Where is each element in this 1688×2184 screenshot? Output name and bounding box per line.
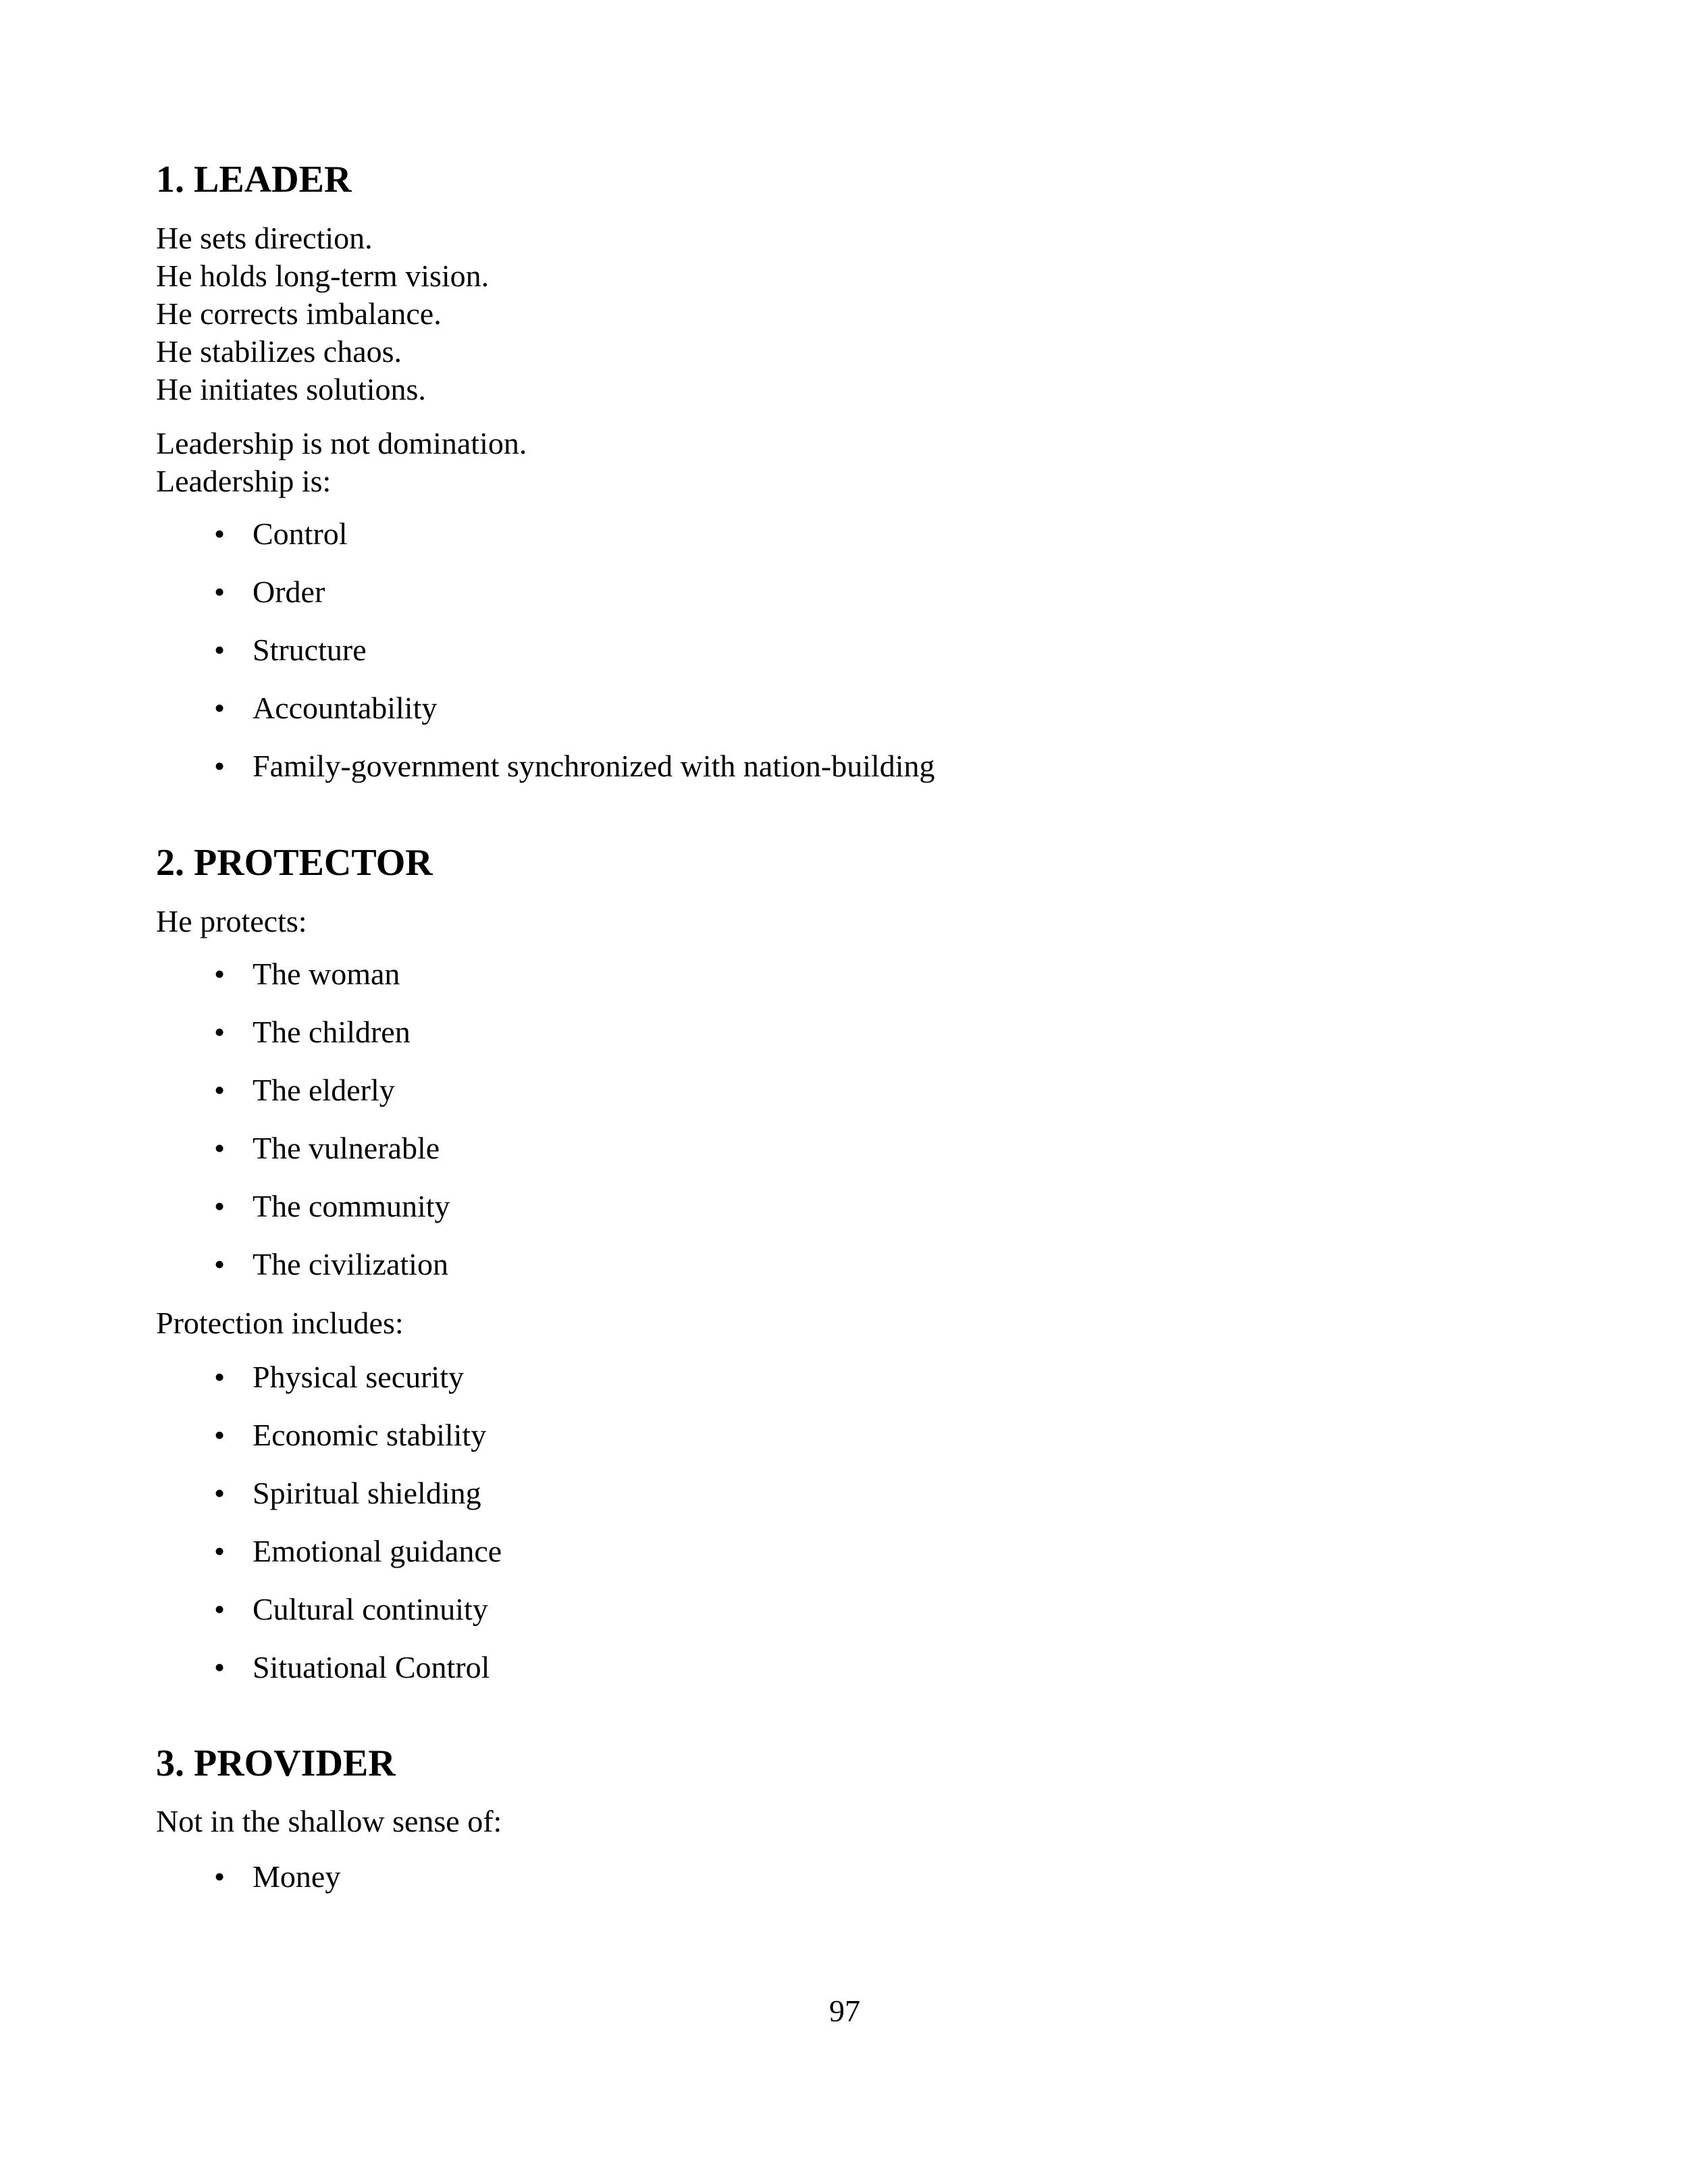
bullet-icon: • [214,1360,226,1394]
section-heading-protector: 2. PROTECTOR [156,842,433,884]
bullet-icon: • [214,1247,226,1281]
list-item-text: The civilization [253,1247,448,1281]
list-item-text: Accountability [253,691,438,725]
body-line: He initiates solutions. [156,372,426,406]
body-line: He sets direction. [156,221,373,255]
section-heading-leader: 1. LEADER [156,159,352,201]
bullet-icon: • [214,575,226,609]
body-line: He stabilizes chaos. [156,334,402,369]
list-item-text: Cultural continuity [253,1592,488,1626]
body-line: Not in the shallow sense of: [156,1804,502,1838]
list-item-text: Family-government synchronized with nation-building [253,749,935,783]
page-number: 97 [829,1994,860,2028]
list-item-text: Control [253,516,348,551]
body-line: Leadership is not domination. [156,426,527,460]
list-item-text: The community [253,1189,450,1223]
bullet-icon: • [214,1534,226,1568]
bullet-icon: • [214,1015,226,1049]
list-item-text: Emotional guidance [253,1534,502,1568]
bullet-icon: • [214,1131,226,1165]
body-line: He holds long-term vision. [156,259,490,293]
list-item-text: Physical security [253,1360,464,1394]
body-line: He protects: [156,904,307,938]
list-item-text: The vulnerable [253,1131,440,1165]
bullet-icon: • [214,1476,226,1510]
list-item-text: The children [253,1015,411,1049]
bullet-icon: • [214,633,226,667]
bullet-icon: • [214,1418,226,1452]
body-line: Protection includes: [156,1306,404,1340]
bullet-icon: • [214,516,226,551]
bullet-icon: • [214,1859,226,1894]
bullet-icon: • [214,1592,226,1626]
list-item-text: The elderly [253,1073,395,1107]
document-page [156,0,1533,2184]
bullet-icon: • [214,691,226,725]
list-item-text: Spiritual shielding [253,1476,481,1510]
bullet-icon: • [214,1650,226,1684]
list-item-text: Economic stability [253,1418,487,1452]
bullet-icon: • [214,957,226,991]
list-item-text: Situational Control [253,1650,490,1684]
body-line: He corrects imbalance. [156,296,442,331]
list-item-text: Money [253,1859,341,1894]
list-item-text: Order [253,575,325,609]
bullet-icon: • [214,749,226,783]
bullet-icon: • [214,1073,226,1107]
list-item-text: Structure [253,633,367,667]
bullet-icon: • [214,1189,226,1223]
body-line: Leadership is: [156,464,332,498]
list-item-text: The woman [253,957,400,991]
section-heading-provider: 3. PROVIDER [156,1742,396,1784]
